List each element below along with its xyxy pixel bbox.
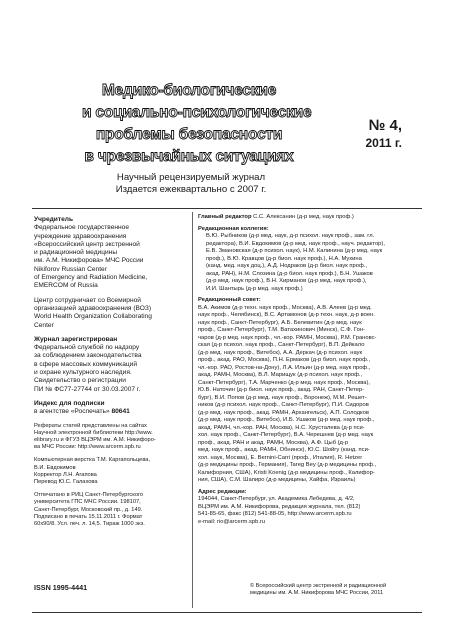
issue-year: 2011 г.: [365, 136, 402, 150]
registration-line: Федеральной службой по надзору: [34, 344, 140, 352]
abstracts-line: Научной электронной библиотеки http://www.: [34, 429, 153, 436]
chief-editor-heading: Главный редактор: [198, 214, 252, 220]
address-line: ВЦЭРМ им. А.М. Никифорова, редакция журнала, тел. (812): [198, 503, 361, 510]
journal-title-line: проблемы безопасности: [95, 126, 283, 143]
print-line: Санкт-Петербург, Московский пр., д. 149.: [34, 506, 143, 513]
journal-title-line: Медико-биологические: [101, 82, 277, 99]
abstracts-line: Рефераты статей представлены на сайтах: [34, 422, 147, 429]
council-line: (д-р медицины проф., Германия), Tareg Bey (д-р медицины проф.,: [198, 462, 377, 468]
council-line: акад. РАМН, чл.-кор. РАН, Москва), Н.С. Хрусталева (д-р пси-: [198, 424, 365, 431]
board-line: проф.), В.Ю. Кравцов (д-р биол. наук проф.), Н.А. Мухина: [206, 255, 362, 262]
chief-editor-name: С.С. Алексанин (д-р мед. наук проф.): [251, 214, 354, 220]
council-line: ников (д-р психол. наук проф., Санкт-Петербург), П.И. Сидоров: [198, 402, 369, 408]
founder-en-line: Nikiforov Russian Center: [34, 265, 107, 273]
registration-line: и охране культурного наследия.: [34, 369, 132, 377]
copyright-line: © Всероссийский центр экстренной и радиационной: [250, 583, 387, 589]
address-heading: Адрес редакции:: [198, 488, 247, 495]
issue-label: [366, 117, 403, 151]
council-line: В.А. Акимов (д-р техн. наук проф., Москва), А.В. Алеев (д-р мед.: [198, 304, 372, 311]
print-line: 60х90/8. Усл. печ. л. 14,5. Тираж 1000 экз.: [34, 520, 145, 527]
registration-line: ПИ № ФС77-27744 от 30.03.2007 г.: [34, 385, 141, 393]
who-block: [34, 297, 186, 330]
founder-line: «Всероссийский центр экстренной: [34, 240, 140, 248]
founder-line: и радиационной медицины: [34, 249, 118, 257]
who-line: Центр сотрудничает со Всемирной: [34, 296, 141, 304]
board-list: [198, 233, 422, 293]
council-line: ния, США), С.М. Шапиро (д-р медицины, Хайфа, Израиль): [198, 477, 356, 483]
registration-line: в сфере массовых коммуникаций: [34, 360, 138, 368]
council-line: Ю.В. Наточин (д-р биол. наук проф., акад. РАН, Санкт-Петер-: [198, 387, 365, 393]
address-line: 541-85-65, факс (812) 541-88-05, http://www.arcerm.spb.ru: [198, 511, 352, 517]
founder-en-line: EMERCOM of Russia: [34, 282, 98, 290]
subscription-block: [34, 400, 186, 417]
board-line: (канд. мед. наук доц.), А.Д. Нодраков (д-р биол. наук проф.,: [206, 263, 367, 269]
print-line: университета ГПС МЧС России. 198107,: [34, 499, 141, 506]
council-line: Калифорния, США), Kristi Koenig (д-р медицины проф., Калифор-: [198, 469, 375, 476]
print-block: [34, 492, 186, 528]
address-block: [198, 496, 422, 526]
journal-title: [82, 80, 312, 168]
council-line: мед. наук проф., акад. РАМН, Обнинск), Ю.С. Шойгу (канд. пси-: [198, 447, 370, 453]
council-line: акад. РАМН, Москва), В.Л. Марищук (д-р психол. наук проф.,: [198, 372, 363, 378]
subscription-agency: в агентстве «Роспечать»: [34, 408, 112, 416]
subscription-line: [34, 408, 186, 416]
chief-editor: [198, 214, 422, 222]
bottom-rule: [32, 612, 422, 613]
staff-line: Компьютерная верстка Т.М. Каргапольцева,: [34, 457, 151, 464]
board-line: В.Ю. Рыбников (д-р мед. наук, д-р психол. наук проф., зам. гл.: [206, 233, 375, 239]
subtitle-line: Научный рецензируемый журнал: [116, 172, 266, 183]
who-line: организацией здравоохранения (ВОЗ): [34, 304, 152, 312]
council-list: [198, 305, 422, 485]
council-line: (д-р мед. наук проф., акад. РАМН, Архангельск), А.П. Солодков: [198, 409, 369, 416]
council-line: Санкт-Петербург), Т.А. Марченко (д-р мед. наук проф., Москва),: [198, 379, 370, 386]
address-line: 194044, Санкт-Петербург, ул. Академика Лебедева, д. 4/2,: [198, 496, 355, 502]
council-line: проф., акад. РАН и акад. РАМН, Москва), А.Ф. Цыб (д-р: [198, 439, 349, 446]
council-line: (д-р мед. наук проф., Витебск), И.Б. Ушаков (д-р мед. наук проф.,: [198, 417, 375, 423]
founder-en-line: of Emergency and Radiation Medicine,: [34, 274, 148, 282]
staff-line: В.И. Евдокимов: [34, 464, 76, 471]
journal-title-line: в чрезвычайных ситуациях: [84, 148, 294, 165]
staff-line: Корректор Л.Н. Агапова: [34, 471, 97, 478]
council-line: чл.-кор. РАО, Ростов-на-Дону), Л.А. Ильин (д-р мед. наук проф.,: [198, 364, 371, 371]
council-line: ская (д-р психол. наук проф., Санкт-Петербург), В.П. Дейкало: [198, 342, 365, 348]
journal-title-line: и социально-психологические: [82, 104, 312, 121]
council-line: хол. наук, Москва), E. Bernini-Carri (проф., Италия), R. Hetzer: [198, 454, 363, 461]
issn-number: ISSN 1995-4441: [34, 583, 88, 592]
founder-line: учреждение здравоохранения: [34, 232, 127, 240]
abstracts-block: [34, 423, 186, 452]
council-line: наук проф., Челябинск), В.С. Артамонов (д-р техн. наук, д-р воен.: [198, 312, 375, 318]
journal-subtitle: [96, 172, 286, 196]
who-en-line: World Health Organization Collaborating: [34, 313, 152, 321]
council-line: проф., акад. РАО, Москва), П.Н. Ермаков (д-р биол. наук проф.,: [198, 357, 371, 363]
staff-line: Перевод Ю.С. Галахова: [34, 478, 98, 485]
who-en-line: Center: [34, 321, 54, 329]
copyright-notice: [250, 583, 422, 597]
print-line: Подписано в печать 15.11.2011 г. Формат: [34, 513, 143, 520]
registration-line: за соблюдением законодательства: [34, 352, 142, 360]
founder-heading: Учредитель: [34, 216, 74, 223]
address-line: e-mail: rio@arcerm.spb.ru: [198, 518, 266, 525]
board-line: редактора), В.И. Евдокимов (д-р мед. наук проф., науч. редактор),: [206, 240, 385, 247]
founder-line: им. А.М. Никифорова» МЧС России: [34, 257, 144, 265]
board-heading: Редакционная коллегия:: [198, 225, 269, 232]
issue-number: № 4,: [368, 117, 402, 134]
council-line: (д-р мед. наук проф., Витебск), А.А. Деркач (д-р психол. наук: [198, 349, 363, 356]
council-line: проф., Санкт-Петербург), Т.М. Ватахинович (Минск), С.Ф. Гон-: [198, 327, 365, 333]
council-line: бург), В.И. Попов (д-р мед. наук проф., Воронеж), М.М. Решет-: [198, 394, 367, 401]
top-rule: [32, 208, 422, 209]
right-column: [198, 214, 422, 597]
board-line: Е.В. Змановская (д-р психол. наук), Н.М. Калинина (д-р мед. наук: [206, 248, 383, 254]
registration-heading: Журнал зарегистрирован: [34, 335, 118, 343]
subscription-heading: Индекс для подписки: [34, 399, 105, 407]
subscription-index: 80641: [111, 408, 130, 416]
registration-line: Свидетельство о регистрации: [34, 377, 126, 385]
abstracts-line: elibrary.ru и ФГУЗ ВЦЭРМ им. А.М. Никифоро-: [34, 436, 156, 443]
staff-block: [34, 457, 186, 486]
board-line: (д-р мед. наук проф.), В.Н. Хирманов (д-р мед. наук проф.),: [206, 278, 367, 284]
abstracts-line: ва МЧС России: http://www.arcerm.spb.ru: [34, 444, 141, 451]
subtitle-line: Издается ежеквартально с 2007 г.: [115, 184, 267, 195]
print-line: Отпечатано в РИЦ Санкт-Петербургского: [34, 492, 144, 499]
council-line: наук проф., Санкт-Петербург), А.Б. Белевитин (д-р мед. наук: [198, 319, 362, 326]
board-line: И.И. Шантырь (д-р мед. наук проф.): [206, 285, 303, 292]
council-line: хол. наук проф., Санкт-Петербург), В.А. Черешнев (д-р мед. наук: [198, 432, 374, 438]
founder-line: Федеральное государственное: [34, 224, 129, 232]
board-line: акад. РАН), Н.М. Слозина (д-р биол. наук проф.), Б.Н. Ушаков: [206, 270, 373, 277]
left-column: [34, 216, 186, 592]
council-heading: Редакционный совет:: [198, 297, 261, 303]
copyright-line: медицины им. А.М. Никифорова МЧС России, 2011: [250, 590, 384, 597]
registration-block: [34, 336, 186, 394]
column-divider: [192, 212, 193, 608]
founder-block: [34, 216, 186, 291]
council-line: чаров (д-р мед. наук проф., чл.-кор. РАМН, Москва), Р.М. Грановс-: [198, 334, 377, 341]
